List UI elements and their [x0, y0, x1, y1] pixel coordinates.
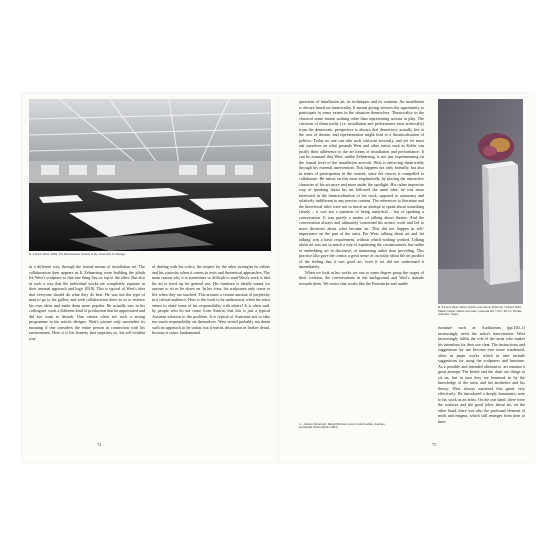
left-photo-caption: Ill. 1 Franz West, 1994. The Renaissance Society at the University of Chicago — [29, 252, 126, 256]
right-body-paragraph-2: When we look at his works we can to some degree grasp the stages of their creation, the conversations in the background and West's attitude towards them. We notice that works like the Passstücke and usable — [299, 269, 424, 286]
left-text-column-2 — [152, 264, 270, 435]
left-text-column-1 — [29, 264, 145, 435]
installation-photo — [29, 99, 271, 251]
right-body-paragraph-1: questions of installation art, its techniques and its contents. An installation is always based on theatricality. It means giving viewers the opportunity to participate to some extent in the situation themselves. Theatricality in the classical sense means nothing other than representing actions in play. The criticism of theatricality (i.e. installation and performance seen artistically) from the democratic perspective is always that democracy actually lies at the root of theatre, and representation might lead to a theatricalisation of politics. Today no one can take such criticism seriously, and yet we must ask ourselves on what grounds West and other artists such as Keller can justify their adherence to the art forms of installation and performance. It can be assumed that West, unlike Zehnerring, is not just experimenting on the formal level of the installation artwork. West is enforcing theatricality through his external intervention. This happens not only formally, but also in terms of participation in the content, since the viewer is compelled to collaborate. He insists on this most emphatically, by placing the interactive character of his art more and more under the spotlight. His rather imprecise way of speaking about his art followed the same idea: he was more interested in the theatricalisation of his work, opposed to autonomy and relatively indifferent to any precise content. The references to literature and the theoretical titles were not so much an attempt to speak about something clearly – it was not a question of being analytical – but of sparking a conversation. It was purely a matter of talking about theatre. And the conversation always and ultimately concerned his artistic work and led to more decisions about what became art. This did not happen in self-importance on the part of the artist. For West, talking about art and 'art talking' was a basic requirement, without which nothing worked. Talking about art was not so much a way of explaining the circumstances, but rather of embedding art in discourse, of mumming rather than providing. This practice also gave the creator a great sense of curiosity about the art product of the feeling that it was good art, even if we did not understand it immediately. — [299, 99, 424, 269]
sculpture-on-pedestal-image — [438, 99, 523, 304]
right-text-column-2 — [438, 325, 525, 435]
right-body-paragraph-3: furniture such as Auditorium (pp.140–1) increasingly need the artist's intervention. West increasingly fulfils the role of the artist who makes his intentions for their use clear. The instructions and suggestions for use become ever more condensed, often in paper works which in turn include suggestions for using the sculptures and furniture. As a possible and intended alternative, art remains a great attempt. The bench and the chair are things to sit on, but in turn they are hemmed in by the knowledge of the artist and his aesthetics and his theory. West always mastered this game very effectively. He introduced a deeply humanistic note to his work as an artist. On the one hand, there were the surfaces and the good jokes about art, on the other hand, there was also the profound element of myth and enigma, which still emerges from time to time. — [438, 325, 525, 424]
book-spread — [22, 93, 534, 463]
page-number-left: 74 — [97, 442, 101, 447]
right-text-column-1 — [299, 99, 424, 419]
right-photo-caption: Ill. 8 Franz West, Albert Oehlen and Heimo Zobernig, Untitled 1994. Plaster papier-mâché and paint, pedestal 110 × 29 × 29 cm. Private collection, Spain — [438, 305, 522, 317]
gallery-hall-image — [29, 99, 271, 251]
page-gutter — [278, 93, 279, 463]
footnote: 1 – Johann Reinehold, Daniel Birnbaum and Ursula Koehler, Austrian and Ewald Kirche (Berlin 2003) — [299, 422, 385, 430]
left-body-paragraph-1: in a different way, through the formal means of installation art. The collaboration then appears as If Zehnerring were building the plinth for West's sculpture so that one thing lies on top of the other. But also in such a way that the individual works are completely separate in their internal approach and logic (Ill.8). This is typical of West's idea that everyone should do what they do best. He was not the type of man to go to his gallery and seek collaboration there so as to enforce his own ideas and make them more popular. He actually saw in his colleagues' work a different kind of production that he appreciated and did not want to disturb. One cannot often see such a strong programme in his artistic designs: West's picture only surrenders its meaning if one considers the entire person in connection with his environment. Here it is his honesty that surprises us, his self-evident way — [29, 264, 145, 341]
sculpture-photo — [438, 99, 523, 304]
page-number-right: 75 — [432, 442, 436, 447]
left-body-paragraph-2: of dealing with his critics, his respect for the other strategies he values and his curiosity when it comes to texts and theoretical approaches. The main reason why it is sometimes so difficult to read West's work is that his art is freed up for general use. His furniture is ideally meant for anyone to sit or lie down on. In his view, his sculptures only come to life when they are touched. This arouses a certain amount of perplexity in a critical audience. How is the work to be understood, when the artist seems to share some of his responsibility with others? It is often said, by people who do not come from Austria, that this is just a typical Austrian solution to the problem. It is typical of Austrians not to take too much responsibility on themselves. West would probably not deem such an approach to be unfair, but it merits discussion in further detail, because it raises fundamental — [152, 264, 270, 335]
